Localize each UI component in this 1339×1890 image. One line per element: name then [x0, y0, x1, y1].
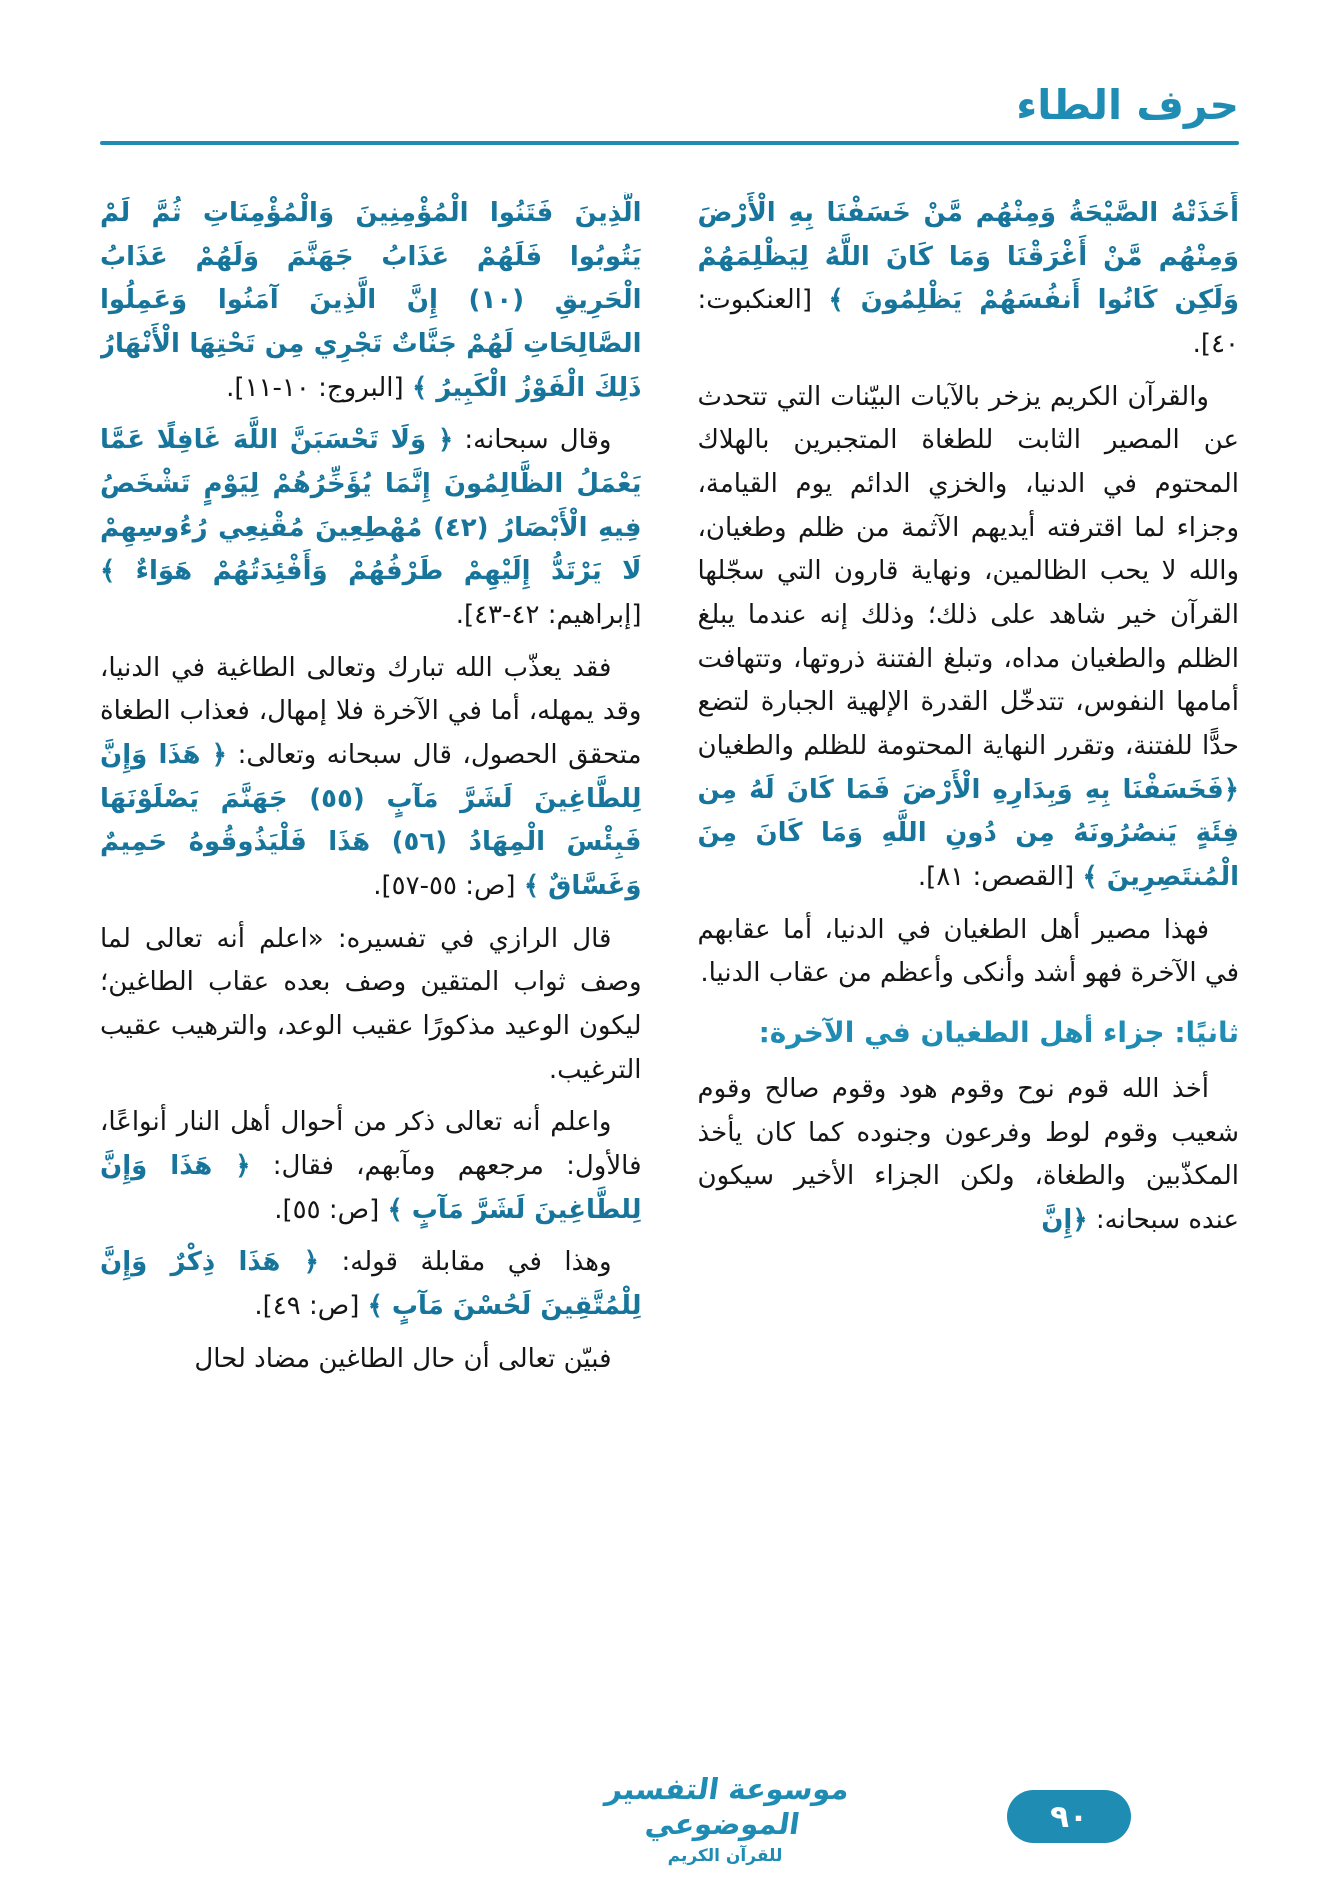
quran-verse-block [100, 192, 642, 410]
body-text: أخذ الله قوم نوح وقوم هود وقوم صالح وقوم شعيب وقوم لوط وفرعون وجنوده كما كان يأخذ المكذّبين والطغاة، ولكن الجزاء الأخير سيكون عنده سبحانه: [697, 1074, 1239, 1236]
verse-reference: [العنكبوت: ٤٠]. [697, 285, 1239, 360]
quran-text: ﴿فَخَسَفْنَا بِهِ وَبِدَارِهِ الْأَرْضَ فَمَا كَانَ لَهُ مِن فِئَةٍ يَنصُرُونَهُ مِن دُونِ اللَّهِ وَمَا كَانَ مِنَ الْمُنتَصِرِينَ ﴾ [697, 774, 1239, 893]
quran-text: ﴿إِنَّ [1041, 1205, 1088, 1236]
column-left [100, 192, 642, 1720]
section-heading: ثانيًا: جزاء أهل الطغيان في الآخرة: [758, 1016, 1239, 1050]
quran-text: ﴿ هَذَا وَإِنَّ لِلطَّاغِينَ لَشَرَّ مَآبٍ ﴾ [100, 1151, 642, 1225]
body-text: وقال سبحانه: [464, 425, 612, 456]
header-rule [100, 141, 1239, 145]
body-paragraph [100, 1101, 642, 1232]
body-text: والقرآن الكريم يزخر بالآيات البيّنات التي تتحدث عن المصير الثابت للطغاة المتجبرين بالهلاك المحتوم في الدنيا، والخزي الدائم يوم القيامة، وجزاء لما اقترفته أيديهم الآثمة من ظلم وطغيان، والله لا يحب الظالمين، ونهاية قارون التي سجّلها القرآن خير شاهد على ذلك؛ وذلك إنه عندما يبلغ الظلم والطغيان مداه، وتبلغ الفتنة ذروتها، وتتهافت أمامها النفوس، تتدخّل القدرة الإلهية الجبارة لتضع حدًّا للفتنة، وتقرر النهاية المحتومة للظلم والطغيان [697, 381, 1239, 762]
content-columns [100, 192, 1239, 1720]
body-text: وهذا في مقابلة قوله: [341, 1247, 612, 1278]
publisher-logo-title: موسوعة التفسير الموضوعي [603, 1772, 852, 1841]
verse-reference: [ص: ٥٥]. [274, 1194, 380, 1225]
page-number: ٩٠ [1007, 1790, 1131, 1843]
page-header [100, 82, 1239, 145]
quran-text: أَخَذَتْهُ الصَّيْحَةُ وَمِنْهُم مَّنْ خَسَفْنَا بِهِ الْأَرْضَ وَمِنْهُم مَّنْ أَغْرَقْنَا وَمَا كَانَ اللَّهُ لِيَظْلِمَهُمْ وَلَكِن كَانُوا أَنفُسَهُمْ يَظْلِمُونَ ﴾ [697, 198, 1239, 316]
body-paragraph [100, 647, 642, 909]
publisher-logo-subtitle: للقرآن الكريم [667, 1845, 783, 1866]
column-right [698, 192, 1240, 1720]
body-paragraph [698, 909, 1240, 996]
chapter-title: حرف الطاء [1016, 81, 1239, 129]
verse-reference: [إبراهيم: ٤٢-٤٣]. [455, 600, 642, 631]
quran-text: ﴿ هَذَا وَإِنَّ لِلطَّاغِينَ لَشَرَّ مَآبٍ (٥٥) جَهَنَّمَ يَصْلَوْنَهَا فَبِئْسَ الْمِهَادُ (٥٦) هَذَا فَلْيَذُوقُوهُ حَمِيمٌ وَغَسَّاقٌ ﴾ [100, 740, 642, 902]
verse-reference: [ص: ٥٥-٥٧]. [373, 871, 516, 902]
body-paragraph [100, 419, 642, 637]
quran-text: ﴿ هَذَا ذِكْرٌ وَإِنَّ لِلْمُتَّقِينَ لَحُسْنَ مَآبٍ ﴾ [100, 1247, 642, 1322]
body-text: واعلم أنه تعالى ذكر من أحوال أهل النار أنواعًا، فالأول: مرجعهم ومآبهم، فقال: [100, 1107, 642, 1182]
body-paragraph [100, 1338, 642, 1382]
quran-verse-block [698, 192, 1240, 367]
verse-reference: [البروج: ١٠-١١]. [226, 372, 404, 403]
publisher-logo [560, 1772, 890, 1866]
body-text: فهذا مصير أهل الطغيان في الدنيا، أما عقابهم في الآخرة فهو أشد وأنكى وأعظم من عقاب الدنيا. [697, 914, 1239, 989]
body-paragraph [100, 918, 642, 1093]
body-paragraph [698, 1068, 1240, 1243]
body-paragraph [698, 376, 1240, 900]
body-paragraph [100, 1241, 642, 1328]
body-text: فبيّن تعالى أن حال الطاغين مضاد لحال [194, 1343, 612, 1374]
body-text: فقد يعذّب الله تبارك وتعالى الطاغية في الدنيا، وقد يمهله، أما في الآخرة فلا إمهال، فعذاب الطغاة متحقق الحصول، قال سبحانه وتعالى: [100, 652, 642, 771]
verse-reference: [القصص: ٨١]. [917, 862, 1075, 893]
quran-text: الَّذِينَ فَتَنُوا الْمُؤْمِنِينَ وَالْمُؤْمِنَاتِ ثُمَّ لَمْ يَتُوبُوا فَلَهُمْ عَذَابُ جَهَنَّمَ وَلَهُمْ عَذَابُ الْحَرِيقِ (١٠) إِنَّ الَّذِينَ آمَنُوا وَعَمِلُوا الصَّالِحَاتِ لَهُمْ جَنَّاتٌ تَجْرِي مِن تَحْتِهَا الْأَنْهَارُ ذَلِكَ الْفَوْزُ الْكَبِيرُ ﴾ [100, 198, 642, 403]
verse-reference: [ص: ٤٩]. [254, 1291, 360, 1322]
quran-text: ﴿ وَلَا تَحْسَبَنَّ اللَّهَ غَافِلًا عَمَّا يَعْمَلُ الظَّالِمُونَ إِنَّمَا يُؤَخِّرُهُمْ لِيَوْمٍ تَشْخَصُ فِيهِ الْأَبْصَارُ (٤٢) مُهْطِعِينَ مُقْنِعِي رُءُوسِهِمْ لَا يَرْتَدُّ إِلَيْهِمْ طَرْفُهُمْ وَأَفْئِدَتُهُمْ هَوَاءٌ ﴾ [100, 425, 642, 587]
body-text: قال الرازي في تفسيره: «اعلم أنه تعالى لما وصف ثواب المتقين وصف بعده عقاب الطاغين؛ ليكون الوعيد مذكورًا عقيب الوعد، والترهيب عقيب الترغيب. [100, 923, 642, 1085]
